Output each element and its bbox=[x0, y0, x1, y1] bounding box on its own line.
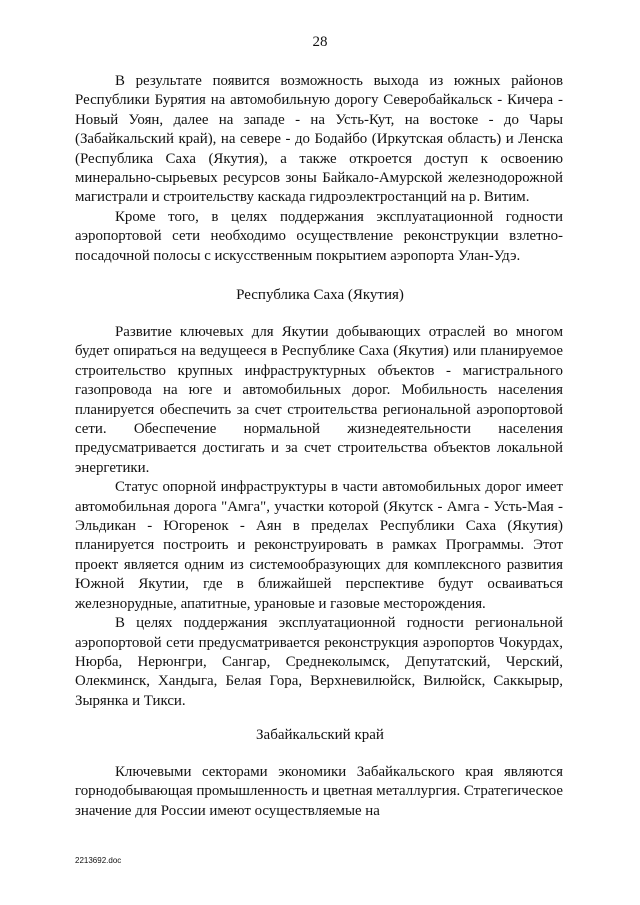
footer-doc-code: 2213692.doc bbox=[75, 856, 122, 865]
paragraph: Развитие ключевых для Якутии добывающих отраслей во многом будет опираться на ведущееся в Республике Саха (Якутия) или планируемое строительство крупных инфраструктурных объектов - магистрального газопровода на юге и автомобильных дорог. Мобильность населения планируется обеспечить за счет строительства региональной аэропортовой сети. Обеспечение нормальной жизнедеятельности населения предусматривается достигать и за счет строительства объектов локальной энергетики. bbox=[75, 324, 563, 476]
paragraph: Кроме того, в целях поддержания эксплуатационной годности аэропортовой сети необходимо осуществление реконструкции взлетно-посадочной полосы с искусственным покрытием аэропорта Улан-Удэ. bbox=[75, 208, 563, 264]
paragraph: Ключевыми секторами экономики Забайкальского края являются горнодобывающая промышленность и цветная металлургия. Стратегическое значение для России имеют осуществляемые на bbox=[75, 764, 563, 819]
text-block-yakutia bbox=[75, 323, 563, 711]
text-block-zabaikalsky bbox=[75, 763, 563, 821]
section-heading-yakutia: Республика Саха (Якутия) bbox=[236, 287, 404, 303]
section-heading-zabaikalsky: Забайкальский край bbox=[256, 727, 384, 743]
paragraph: Статус опорной инфраструктуры в части автомобильных дорог имеет автомобильная дорога "Амга", участки которой (Якутск - Амга - Усть-Мая - Эльдикан - Югоренок - Аян в пределах Республики Саха (Якутия) планируется построить и реконструировать в рамках Программы. Этот проект является одним из системообразующих для комплексного развития Южной Якутии, где в ближайшей перспективе будут осваиваться железнорудные, апатитные, урановые и газовые месторождения. bbox=[75, 479, 563, 612]
text-block-intro bbox=[75, 72, 563, 266]
page-number: 28 bbox=[312, 34, 328, 50]
paragraph: В результате появится возможность выхода из южных районов Республики Бурятия на автомобильную дорогу Северобайкальск - Кичера - Новый Уоян, далее на западе - на Усть-Кут, на востоке - до Чары (Забайкальский край), на севере - до Бодайбо (Иркутская область) и Ленска (Республика Саха (Якутия), а также откроется доступ к освоению минерально-сырьевых ресурсов зоны Байкало-Амурской железнодорожной магистрали и строительству каскада гидроэлектростанций на р. Витим. bbox=[75, 73, 563, 206]
paragraph: В целях поддержания эксплуатационной годности региональной аэропортовой сети предусматривается реконструкция аэропортов Чокурдах, Нюрба, Нерюнгри, Сангар, Среднеколымск, Депутатский, Черский, Олекминск, Хандыга, Белая Гора, Верхневилюйск, Вилюйск, Саккырыр, Зырянка и Тикси. bbox=[75, 615, 563, 709]
